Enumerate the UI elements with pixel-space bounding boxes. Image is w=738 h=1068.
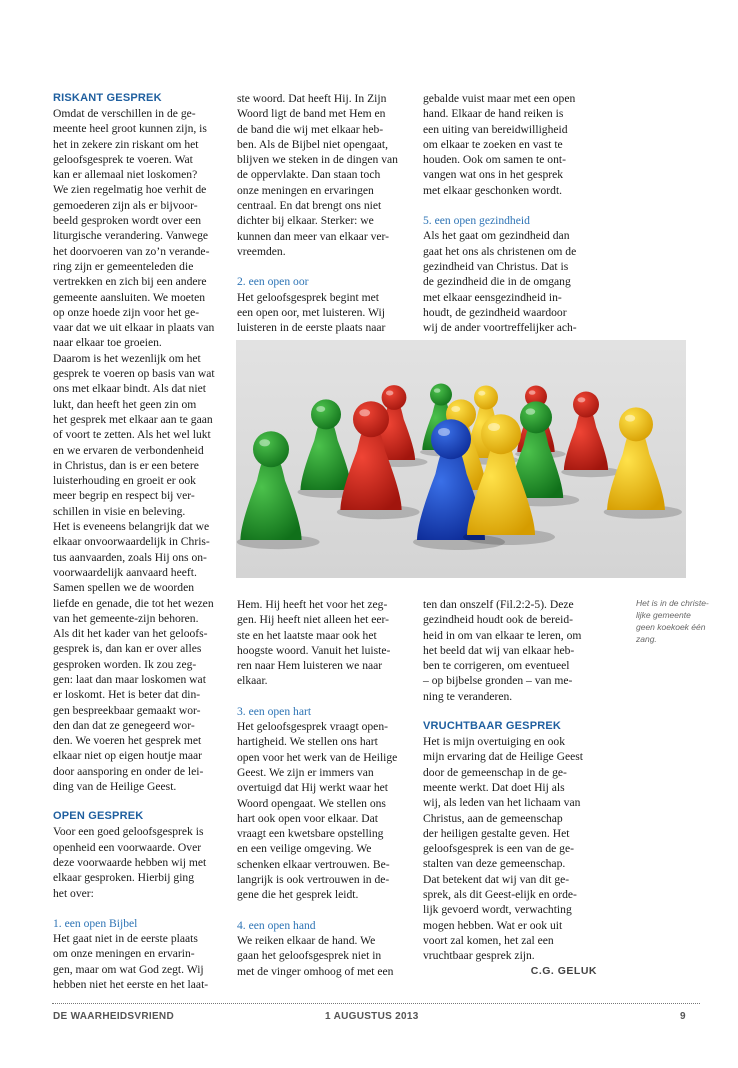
body-text-line: door de gemeenschap in de ge- bbox=[423, 765, 567, 779]
body-text-line: Christus, aan de gemeenschap bbox=[423, 811, 563, 825]
body-text-line: heid in om van elkaar te leren, om bbox=[423, 628, 582, 642]
article-column-1 bbox=[53, 91, 231, 992]
body-text-line: – op bijbelse gronden – van me- bbox=[423, 674, 573, 688]
body-text-line: gemeente aansluiten. We moeten bbox=[53, 290, 206, 304]
body-text-line: of voort te zetten. Als het wel lukt bbox=[53, 428, 211, 442]
caption-line: geen koekoek één bbox=[636, 622, 706, 632]
body-text-line: in Christus, dan is er een betere bbox=[53, 458, 199, 472]
body-text-line: Als dit het kader van het geloofs- bbox=[53, 627, 208, 641]
body-text-line: dichter bij elkaar. Sterker: we bbox=[237, 214, 374, 228]
body-text-line: meente heel groot kunnen zijn, is bbox=[53, 122, 207, 136]
body-text-line: hebben niet het eerste en het laat- bbox=[53, 978, 209, 992]
body-text-line: wij, als leden van het lichaam van bbox=[423, 796, 581, 810]
body-text-line: liefde en genade, die tot het wezen bbox=[53, 596, 214, 610]
body-text-line: mijn ervaring dat de Heilige Geest bbox=[423, 750, 584, 764]
body-text-line: vruchtbaar gesprek zijn. bbox=[423, 949, 535, 963]
body-text-line: om elkaar te zoeken en vast te bbox=[423, 137, 563, 151]
body-text-line: gaat het ons als christenen om de bbox=[423, 244, 577, 258]
body-text-line: elkaar onvoorwaardelijk in Chris- bbox=[53, 535, 210, 549]
body-text-line: meer begrip en respect bij ver- bbox=[53, 489, 195, 503]
body-text-line: de gezindheid die in de omgang bbox=[423, 275, 571, 289]
body-text-line: Woord opengaat. We stellen ons bbox=[237, 796, 386, 810]
body-text-line: om onze meningen en ervarin- bbox=[53, 947, 195, 961]
game-pieces-photo bbox=[236, 340, 686, 578]
body-text-line: hart ook open voor elkaar. Dat bbox=[237, 811, 379, 825]
body-text-line: mogen hebben. Wat er ook uit bbox=[423, 918, 563, 932]
body-text-line: langrijk is ook vertrouwen in de- bbox=[237, 873, 390, 887]
body-text-line: gen. Hij heeft niet alleen het eer- bbox=[237, 613, 390, 627]
body-text-line: Omdat de verschillen in de ge- bbox=[53, 107, 196, 120]
paragraph-gap bbox=[423, 704, 601, 719]
body-text-line: openheid een voorwaarde. Over bbox=[53, 840, 202, 854]
body-text-line: Samen spellen we de woorden bbox=[53, 581, 195, 595]
footer-divider bbox=[52, 1003, 700, 1004]
game-pieces-image bbox=[236, 340, 686, 578]
body-text-line: ring zijn er gemeenteleden die bbox=[53, 259, 194, 273]
body-text-line: ste woord. Dat heeft Hij. In Zijn bbox=[237, 92, 387, 105]
body-text-line: geloofsgesprek is een van de ge- bbox=[423, 842, 574, 856]
body-text-line: vertrekken en zich bij een andere bbox=[53, 275, 207, 289]
body-text-line: vreemden. bbox=[237, 244, 286, 258]
body-text-line: gaan het geloofsgesprek niet in bbox=[237, 949, 382, 963]
body-text-line: Geest. We zijn er immers van bbox=[237, 765, 374, 779]
body-text-line: liturgische verandering. Vanwege bbox=[53, 229, 209, 243]
body-text-line: Het geloofsgesprek begint met bbox=[237, 290, 379, 304]
article-column-3-top bbox=[423, 91, 601, 335]
body-text-line: onze meningen en ervaringen bbox=[237, 183, 374, 197]
body-text-line: Voor een goed geloofsgesprek is bbox=[53, 825, 204, 839]
body-text-line: het over: bbox=[53, 886, 94, 900]
paragraph-gap bbox=[53, 794, 231, 809]
body-text-line: meente werkt. Dat doet Hij als bbox=[423, 780, 565, 794]
body-text-line: gemoederen zijn als er bijvoor- bbox=[53, 198, 198, 212]
subsection-heading: 2. een open oor bbox=[237, 275, 309, 289]
body-text-line: met de vinger omhoog of met een bbox=[237, 964, 394, 978]
body-text-line: ons met elkaar bindt. Als dat niet bbox=[53, 382, 206, 396]
paragraph-gap bbox=[423, 198, 601, 213]
body-text-line: hand. Elkaar de hand reiken is bbox=[423, 107, 564, 121]
body-text-line: deze voorwaarde hebben wij met bbox=[53, 855, 207, 869]
body-text-line: Het is mijn overtuiging en ook bbox=[423, 735, 566, 749]
body-text-line: gezindheid van Christus. Dat is bbox=[423, 259, 569, 273]
body-text-line: gebalde vuist maar met een open bbox=[423, 92, 576, 105]
body-text-line: blijven we steken in de dingen van bbox=[237, 153, 398, 167]
body-text-line: door aansporing en onder de lei- bbox=[53, 764, 204, 778]
body-text-line: de oppervlakte. Dan staan toch bbox=[237, 168, 381, 182]
caption-line: zang. bbox=[636, 634, 657, 644]
body-text-line: ben te corrigeren, om eventueel bbox=[423, 659, 570, 673]
body-text-line: Als het gaat om gezindheid dan bbox=[423, 229, 570, 243]
body-text-line: tus aanvaarden, zoals Hij ons on- bbox=[53, 550, 207, 564]
article-column-2-top bbox=[237, 91, 415, 335]
body-text-line: gesproken worden. Ik zou zeg- bbox=[53, 657, 197, 671]
body-text-line: gesprek te voeren op basis van wat bbox=[53, 367, 215, 381]
body-text-line: met elkaar geschonken wordt. bbox=[423, 183, 563, 197]
body-text-line: schenken elkaar vertrouwen. Be- bbox=[237, 857, 390, 871]
body-text-line: gene die het gesprek leidt. bbox=[237, 888, 359, 902]
body-text-line: elkaar niet op eigen houtje maar bbox=[53, 749, 203, 763]
body-text-line: met elkaar eensgezindheid in- bbox=[423, 290, 562, 304]
body-text-line: den dan dat ze genegeerd wor- bbox=[53, 718, 195, 732]
body-text-line: Het geloofsgesprek vraagt open- bbox=[237, 720, 388, 734]
body-text-line: Daarom is het wezenlijk om het bbox=[53, 351, 201, 365]
paragraph-gap bbox=[237, 689, 415, 704]
photo-caption bbox=[636, 597, 724, 645]
body-text-line: beeld gesproken wordt over een bbox=[53, 214, 202, 228]
magazine-title: DE WAARHEIDSVRIEND bbox=[53, 1011, 174, 1022]
body-text-line: gesprek is, dan kan er over alles bbox=[53, 642, 202, 656]
body-text-line: luisterhouding en groeit er ook bbox=[53, 474, 196, 488]
body-text-line: ning te veranderen. bbox=[423, 689, 513, 703]
body-text-line: We zien regelmatig hoe verhit de bbox=[53, 183, 207, 197]
body-text-line: voort zal komen, het zal een bbox=[423, 933, 554, 947]
body-text-line: hartigheid. We stellen ons hart bbox=[237, 735, 378, 749]
body-text-line: het doorvoeren van zo’n verande- bbox=[53, 244, 210, 258]
body-text-line: het beeld dat wij van elkaar heb- bbox=[423, 643, 575, 657]
body-text-line: voorwaardelijk aanvaard heeft. bbox=[53, 565, 197, 579]
body-text-line: ben. Als de Bijbel niet opengaat, bbox=[237, 137, 389, 151]
body-text-line: der heiligen gestalte geven. Het bbox=[423, 826, 570, 840]
body-text-line: sprek, als dit Geest-elijk en orde- bbox=[423, 888, 577, 902]
body-text-line: vangen wat ons in het gesprek bbox=[423, 168, 564, 182]
body-text-line: Woord ligt de band met Hem en bbox=[237, 107, 386, 121]
body-text-line: het in zekere zin riskant om het bbox=[53, 137, 199, 151]
body-text-line: kunnen dan meer van elkaar ver- bbox=[237, 229, 390, 243]
body-text-line: den. We voeren het gesprek met bbox=[53, 734, 202, 748]
body-text-line: overtuigd dat Hij werkt waar het bbox=[237, 781, 388, 795]
subsection-heading: 3. een open hart bbox=[237, 704, 312, 718]
subsection-heading: 5. een open gezindheid bbox=[423, 214, 530, 228]
body-text-line: elkaar. bbox=[237, 674, 268, 688]
article-column-2-bottom bbox=[237, 597, 415, 979]
issue-date: 1 AUGUSTUS 2013 bbox=[325, 1011, 419, 1022]
page-number: 9 bbox=[680, 1011, 686, 1022]
body-text-line: de band die wij met elkaar heb- bbox=[237, 122, 384, 136]
body-text-line: kan er allemaal niet loskomen? bbox=[53, 168, 198, 182]
body-text-line: gen: laat dan maar loskomen wat bbox=[53, 672, 206, 686]
section-heading: OPEN GESPREK bbox=[53, 810, 144, 823]
body-text-line: een open oor, met luisteren. Wij bbox=[237, 305, 385, 319]
body-text-line: geloofsgesprek te voeren. Wat bbox=[53, 152, 193, 166]
body-text-line: stalten van deze gemeenschap. bbox=[423, 857, 566, 871]
body-text-line: schillen in visie en beleving. bbox=[53, 504, 186, 518]
body-text-line: op onze hoede zijn voor het ge- bbox=[53, 305, 200, 319]
body-text-line: het gesprek met elkaar aan te gaan bbox=[53, 412, 213, 426]
paragraph-gap bbox=[237, 903, 415, 918]
body-text-line: houden. Ook om samen te ont- bbox=[423, 153, 566, 167]
body-text-line: een uiting van bereidwilligheid bbox=[423, 122, 568, 136]
body-text-line: en een veilige omgeving. We bbox=[237, 842, 372, 856]
body-text-line: naar elkaar toe groeien. bbox=[53, 336, 162, 350]
body-text-line: gen bespreekbaar gemaakt wor- bbox=[53, 703, 201, 717]
body-text-line: luisteren in de eerste plaats naar bbox=[237, 321, 386, 335]
body-text-line: centraal. En dat brengt ons niet bbox=[237, 199, 382, 213]
body-text-line: Het gaat niet in de eerste plaats bbox=[53, 932, 198, 946]
subsection-heading: 1. een open Bijbel bbox=[53, 916, 138, 930]
body-text-line: gen, maar om wat God zegt. Wij bbox=[53, 962, 204, 976]
body-text-line: en we ervaren de verbondenheid bbox=[53, 443, 204, 457]
body-text-line: ding van de Heilige Geest. bbox=[53, 780, 177, 794]
body-text-line: gezindheid houdt ook de bereid- bbox=[423, 613, 574, 627]
body-text-line: Dat betekent dat wij van dit ge- bbox=[423, 872, 570, 886]
body-text-line: We reiken elkaar de hand. We bbox=[237, 933, 376, 947]
body-text-line: ten dan onszelf (Fil.2:2-5). Deze bbox=[423, 598, 574, 611]
body-text-line: vaar dat we uit elkaar in plaats van bbox=[53, 321, 215, 335]
paragraph-gap bbox=[237, 259, 415, 274]
body-text-line: hoogste woord. Vanuit het luiste- bbox=[237, 643, 391, 657]
body-text-line: ste en het laatste maar ook het bbox=[237, 628, 377, 642]
article-column-3-bottom bbox=[423, 597, 601, 979]
section-heading: VRUCHTBAAR GESPREK bbox=[423, 720, 562, 733]
paragraph-gap bbox=[53, 901, 231, 916]
body-text-line: Het is eveneens belangrijk dat we bbox=[53, 520, 210, 534]
author-signature: C.G. GELUK bbox=[530, 964, 597, 977]
body-text-line: open voor het werk van de Heilige bbox=[237, 750, 398, 764]
body-text-line: van het gemeente-zijn behoren. bbox=[53, 611, 199, 625]
subsection-heading: 4. een open hand bbox=[237, 918, 316, 932]
body-text-line: Hem. Hij heeft het voor het zeg- bbox=[237, 598, 388, 611]
body-text-line: wij de ander voortreffelijker ach- bbox=[423, 321, 577, 335]
body-text-line: er loskomt. Het is beter dat din- bbox=[53, 688, 201, 702]
caption-line: Het is in de christe- bbox=[636, 598, 709, 608]
body-text-line: lijk gevoerd wordt, verwachting bbox=[423, 903, 572, 917]
body-text-line: lukt, dan heeft het geen zin om bbox=[53, 397, 197, 411]
caption-line: lijke gemeente bbox=[636, 610, 691, 620]
body-text-line: vraagt een kwetsbare opstelling bbox=[237, 827, 384, 841]
body-text-line: ren naar Hem luisteren we naar bbox=[237, 659, 383, 673]
body-text-line: elkaar gesproken. Hierbij ging bbox=[53, 871, 195, 885]
body-text-line: houdt, de gezindheid waardoor bbox=[423, 305, 567, 319]
section-heading: RISKANT GESPREK bbox=[53, 92, 162, 104]
